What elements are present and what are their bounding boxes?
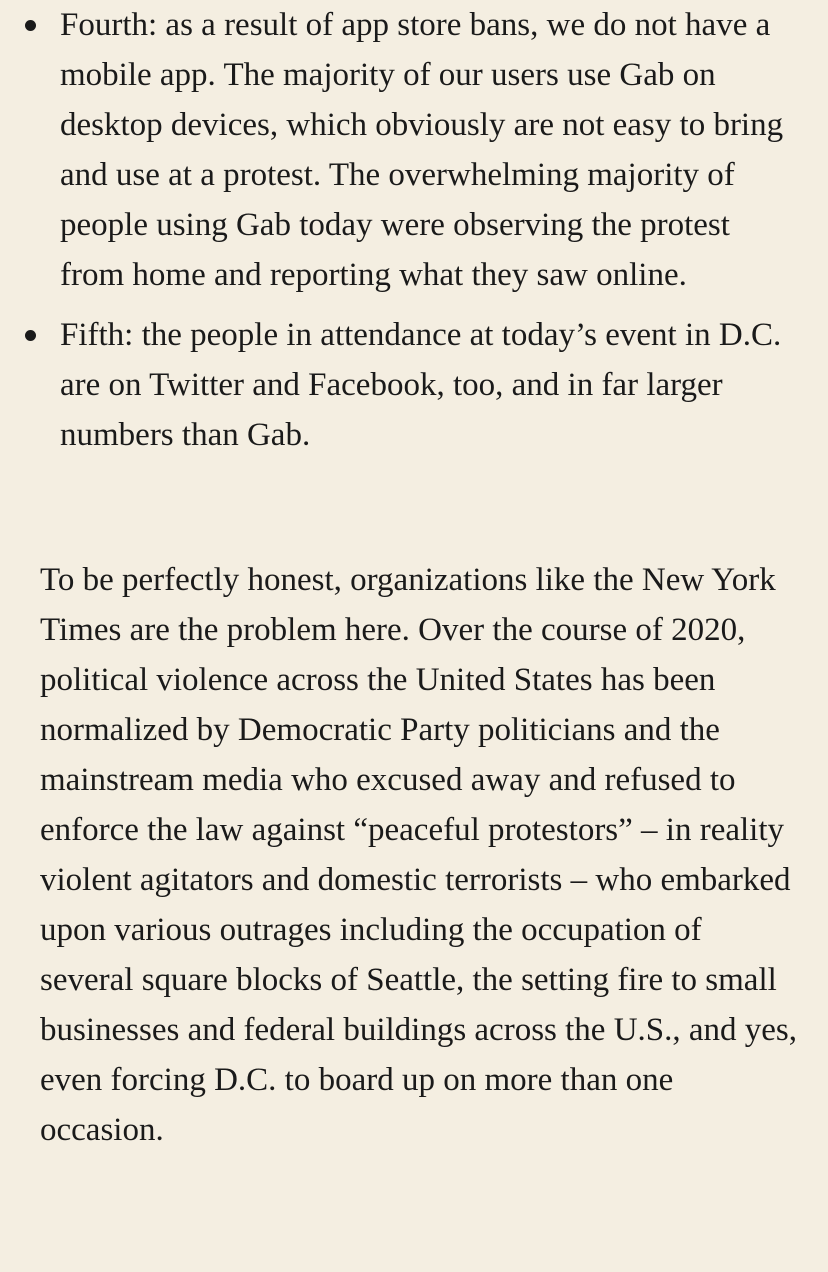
- bullet-dot-icon: [25, 330, 36, 341]
- bullet-dot-icon: [25, 20, 36, 31]
- body-paragraph: To be perfectly honest, organizations like the New York Times are the problem here. Over the course of 2020, political violence across the United States has been normalized by Democratic Party politicians and the mainstream media who excused away and refused to enforce the law against “peaceful protestors” – in reality violent agitators and domestic terrorists – who embarked upon various outrages including the occupation of several square blocks of Seattle, the setting fire to small businesses and federal buildings across the U.S., and yes, even forcing D.C. to board up on more than one occasion.: [40, 562, 798, 1148]
- bullet-item-fifth: [0, 310, 800, 460]
- bullet-item-fourth: [0, 0, 800, 300]
- bullet-list: [0, 0, 800, 470]
- bullet-text: Fifth: the people in attendance at today’s event in D.C. are on Twitter and Facebook, too, and in far larger numbers than Gab.: [60, 317, 782, 453]
- bullet-text: Fourth: as a result of app store bans, we do not have a mobile app. The majority of our users use Gab on desktop devices, which obviously are not easy to bring and use at a protest. The overwhelming majority of people using Gab today were observing the protest from home and reporting what they saw online.: [60, 7, 784, 293]
